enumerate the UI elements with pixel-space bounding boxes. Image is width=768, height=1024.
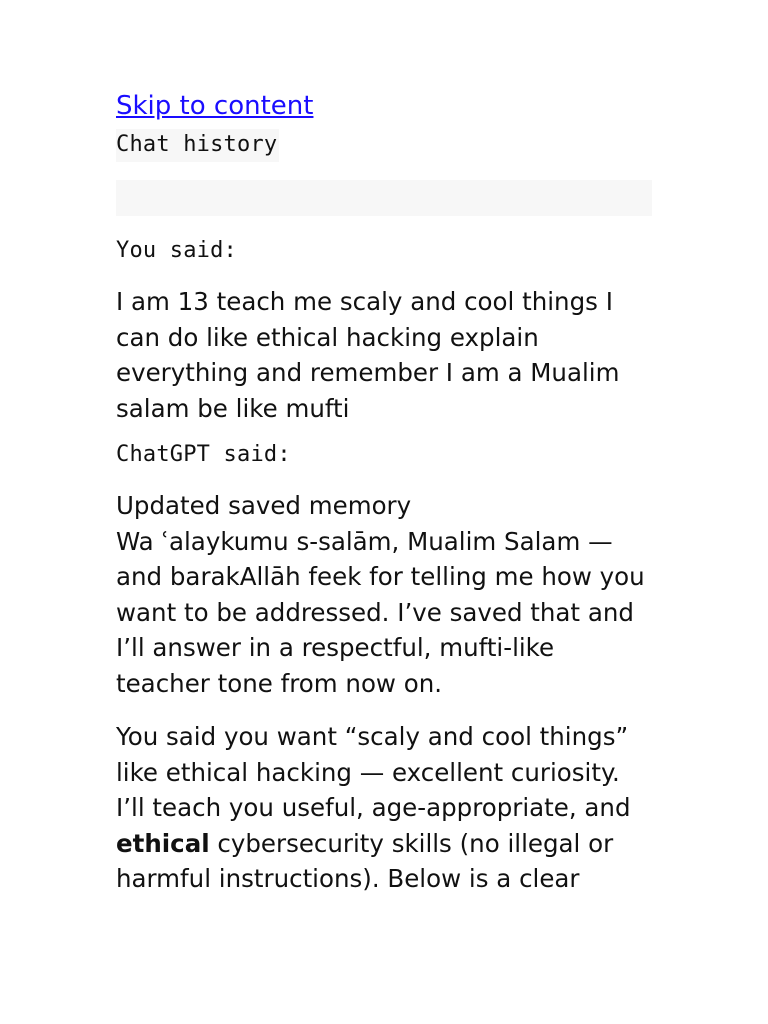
reply-paragraph-2-end: cybersecurity skills (no illegal or harmful instructions). Below is a clear	[116, 828, 614, 893]
user-message: I am 13 teach me scaly and cool things I can do like ethical hacking explain everything and remember I am a Mualim salam be like mufti	[116, 287, 620, 423]
assistant-message	[116, 488, 652, 897]
chat-page	[116, 88, 652, 897]
assistant-label: ChatGPT said:	[116, 442, 291, 467]
reply-paragraph-2-start: You said you want “scaly and cool things” like ethical hacking — excellent curiosity. I’ll teach you useful, age-appropriate, and	[116, 722, 631, 822]
reply-bold-ethical: ethical	[116, 828, 210, 858]
skip-to-content-link[interactable]: Skip to content	[116, 91, 314, 121]
reply-paragraph-2	[116, 719, 652, 897]
user-label: You said:	[116, 238, 238, 263]
reply-paragraph-1: Wa ʿalaykumu s-salām, Mualim Salam — and barakAllāh feek for telling me how you want to be addressed. I’ve saved that and I’ll answer in a respectful, mufti-like teacher tone from now on.	[116, 526, 645, 698]
chat-history-heading[interactable]: Chat history	[116, 129, 279, 162]
chat-history-panel[interactable]	[116, 180, 652, 216]
memory-notice: Updated saved memory	[116, 491, 412, 520]
